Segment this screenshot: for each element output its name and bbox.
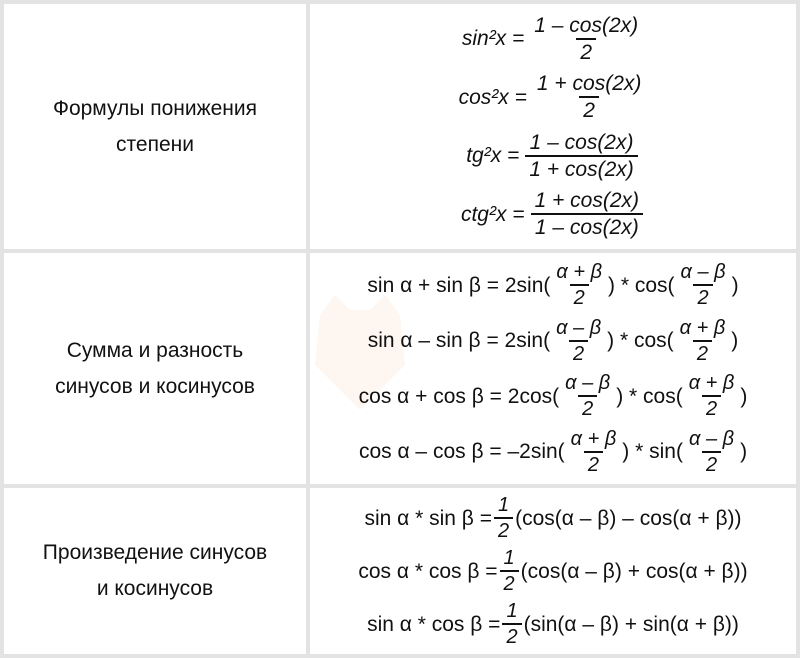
table-row <box>0 488 800 654</box>
formula-cos-squared: cos²x = $\frac{1 + \cos(2x)}{2}$ <box>459 73 648 121</box>
fraction: $\frac{1 + \cos(2x)}{2}$ <box>536 72 642 123</box>
fraction: $\frac{\alpha + \beta}{2}$ <box>688 372 735 421</box>
formula-sin-squared: sin²x = $\frac{1 - \cos(2x)}{2}$ <box>462 15 644 63</box>
fraction: $\frac{\alpha + \beta}{2}$ <box>556 261 602 310</box>
fraction: $\frac{\alpha - \beta}{2}$ <box>556 316 602 365</box>
fraction: $\frac{1 + \cos(2x)}{1 - \cos(2x)}$ <box>531 190 643 238</box>
row-label-cell <box>4 253 306 484</box>
row-label-cell <box>4 488 306 654</box>
fraction: $\frac{\alpha + \beta}{2}$ <box>679 316 726 365</box>
table-row <box>0 4 800 249</box>
formula-ctg-squared: ctg²x = $\frac{1 + \cos(2x)}{1 - \cos(2x)}$ <box>461 190 645 238</box>
formula-sin-difference: sin α – sin β = 2sin( $\frac{\alpha - \beta}{2}$ ) * cos( $\frac{\alpha + \beta}{2}$ ) <box>367 316 739 365</box>
fraction: $\frac{\alpha - \beta}{2}$ <box>565 372 611 421</box>
fraction: $\frac{1}{2}$ <box>502 601 521 647</box>
formula-cell <box>310 488 796 654</box>
fraction: $\frac{\alpha - \beta}{2}$ <box>688 427 735 476</box>
row-label-cell <box>4 4 306 249</box>
fraction: $\frac{\alpha + \beta}{2}$ <box>570 427 617 476</box>
formula-cell <box>310 253 796 484</box>
formula-sin-cos-product: sin α * cos β = $\frac{1}{2}$ (sin(α – β) + sin(α + β)) <box>367 600 739 648</box>
fraction: $\frac{1 - \cos(2x)}{2}$ <box>534 13 639 64</box>
fraction: $\frac{1 - \cos(2x)}{1 + \cos(2x)}$ <box>525 132 637 180</box>
formula-cos-cos-product: cos α * cos β = $\frac{1}{2}$ (cos(α – β) + cos(α + β)) <box>358 547 748 595</box>
fraction: $\frac{\alpha - \beta}{2}$ <box>680 261 726 310</box>
formula-cos-sum: cos α + cos β = 2cos( $\frac{\alpha - \beta}{2}$ ) * cos( $\frac{\alpha + \beta}{2}$ ) <box>358 372 748 421</box>
formula-sin-sum: sin α + sin β = 2sin( $\frac{\alpha + \beta}{2}$ ) * cos( $\frac{\alpha - \beta}{2}$ ) <box>367 261 739 310</box>
formula-sin-sin-product: sin α * sin β = $\frac{1}{2}$ (cos(α – β) – cos(α + β)) <box>364 494 742 542</box>
formula-cell <box>310 4 796 249</box>
row-label: Формулы понижения степени <box>52 96 258 156</box>
row-label: Произведение синусов и косинусов <box>42 541 268 600</box>
formula-tg-squared: tg²x = $\frac{1 - \cos(2x)}{1 + \cos(2x)}$ <box>466 132 640 180</box>
table-border-bottom <box>0 654 800 658</box>
row-label: Сумма и разность синусов и косинусов <box>55 338 255 398</box>
fraction: $\frac{1}{2}$ <box>500 548 519 594</box>
table-row <box>0 253 800 484</box>
formula-cos-difference: cos α – cos β = –2sin( $\frac{\alpha + \beta}{2}$ ) * sin( $\frac{\alpha - \beta}{2}$ ) <box>358 427 748 476</box>
fraction: $\frac{1}{2}$ <box>494 495 513 541</box>
